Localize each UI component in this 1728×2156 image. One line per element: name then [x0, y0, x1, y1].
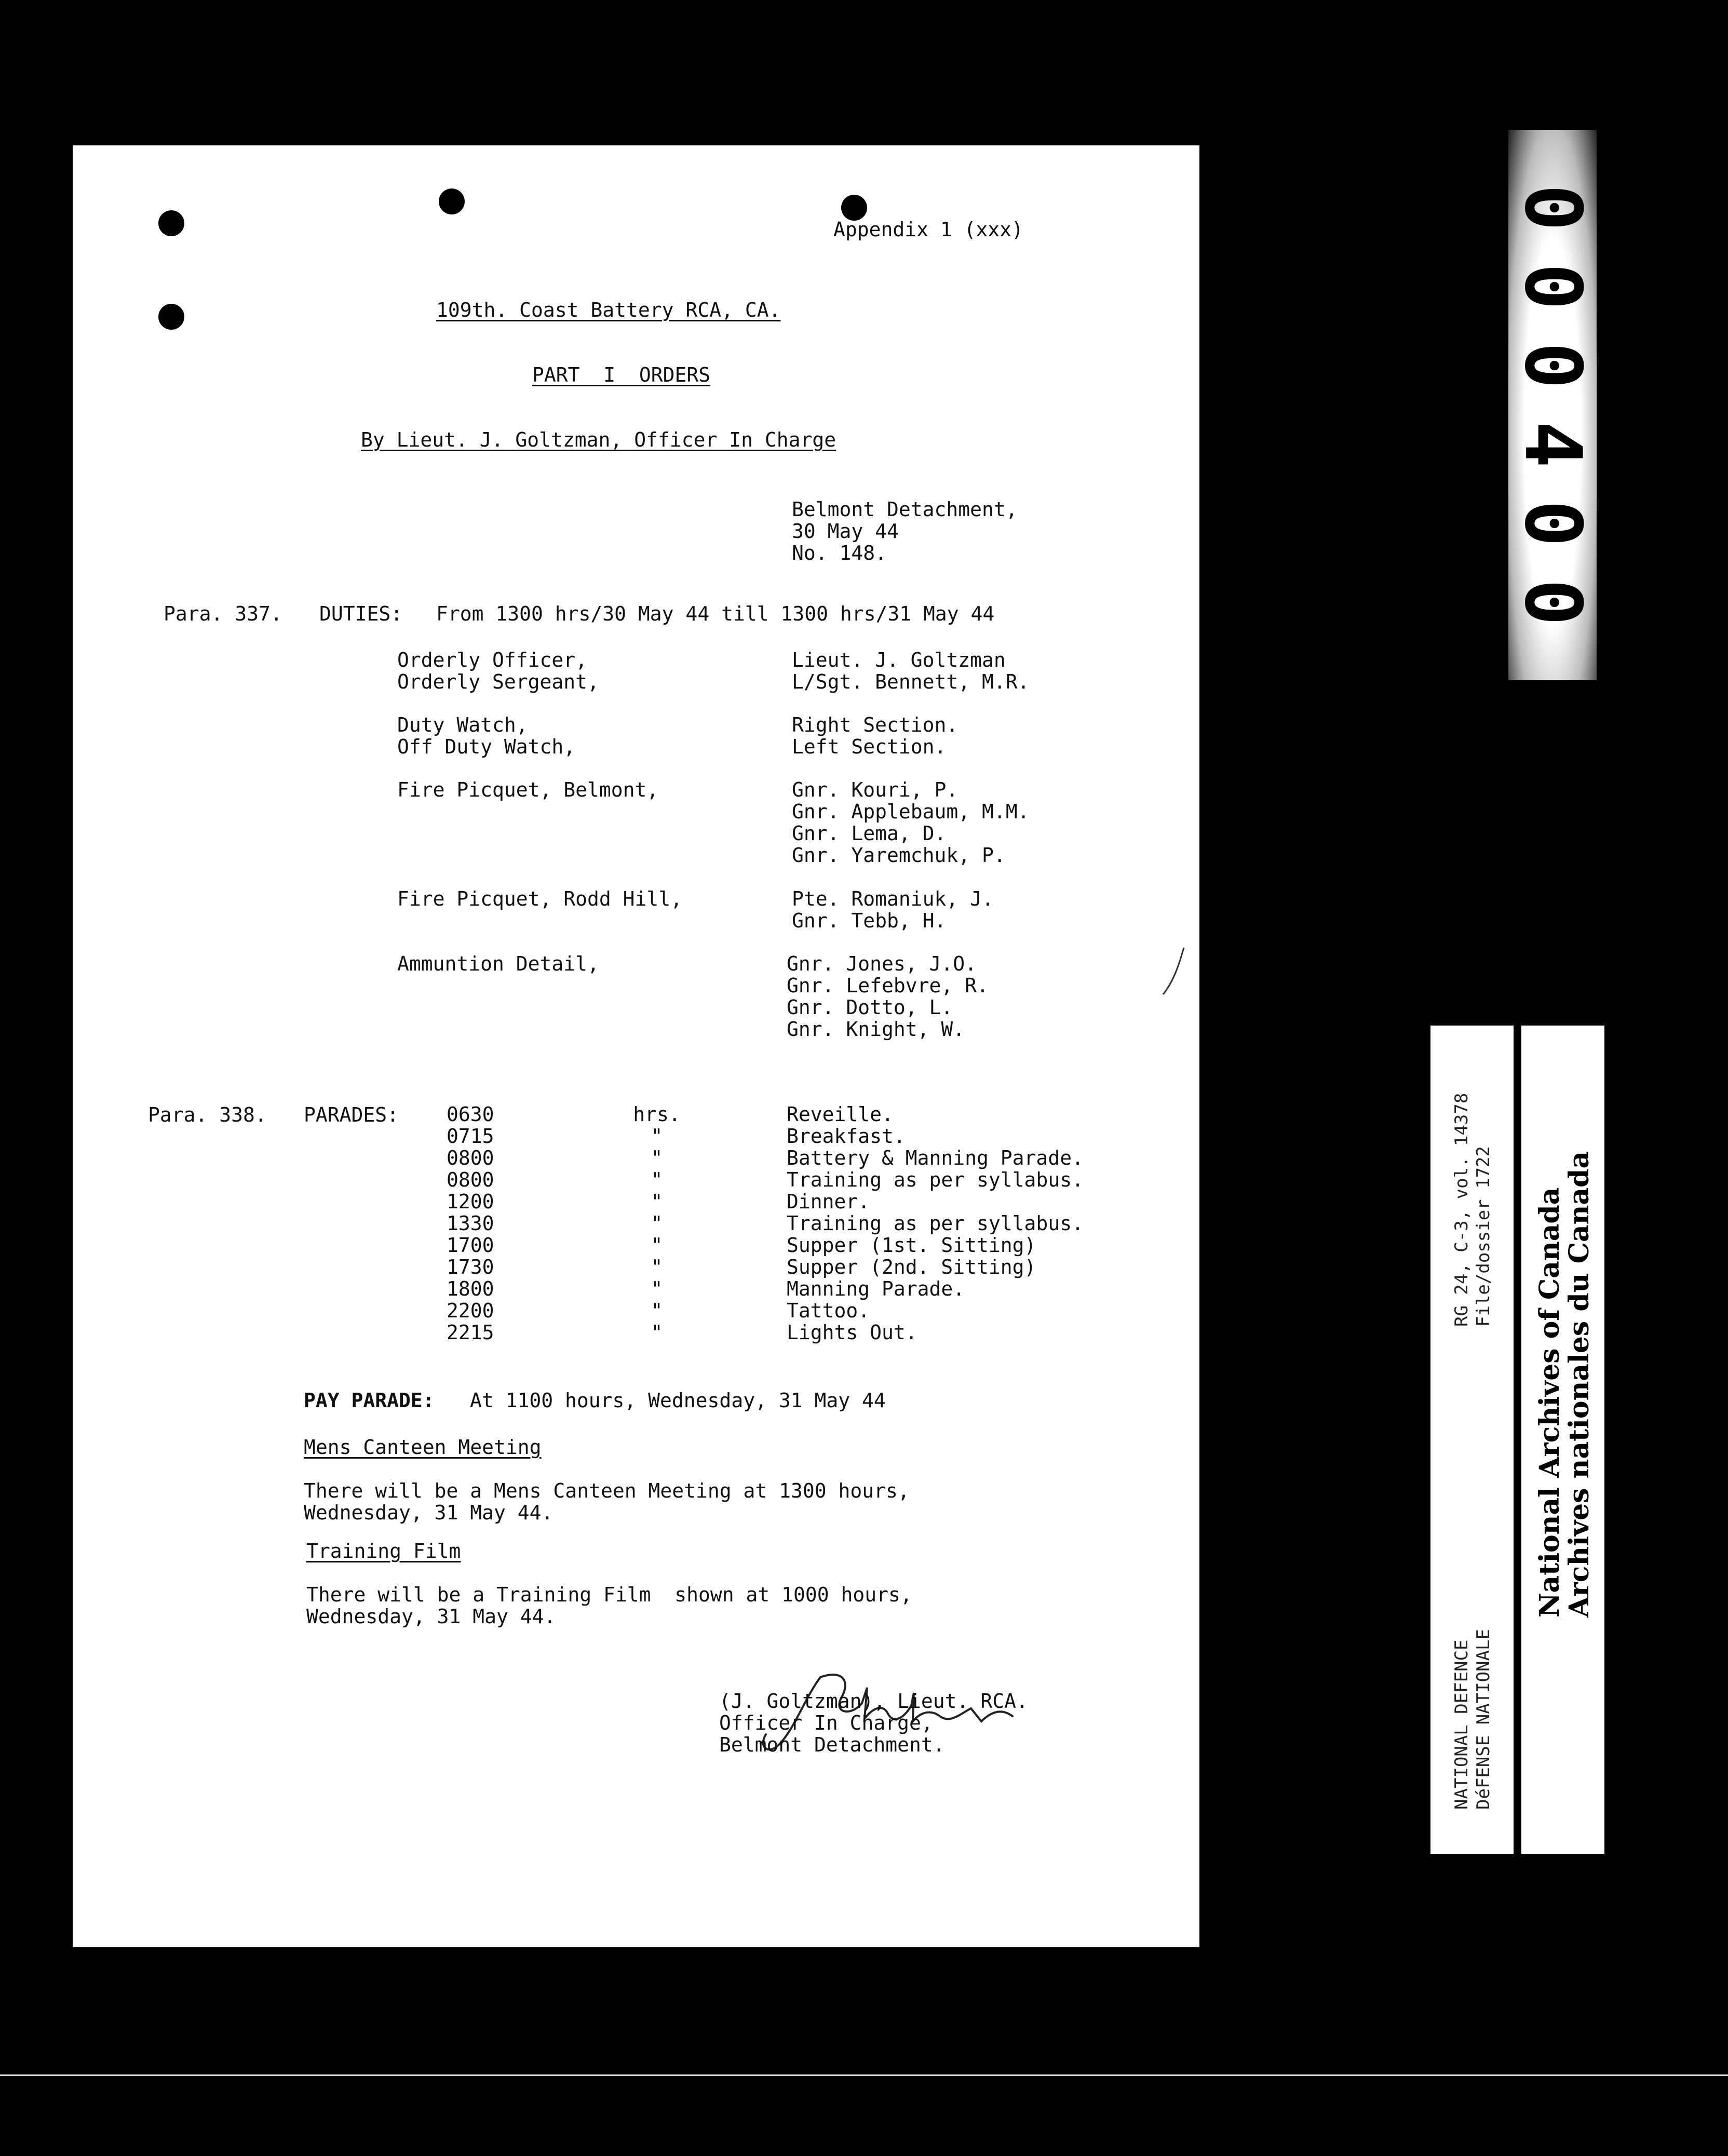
film-line: Wednesday, 31 May 44. [306, 1605, 556, 1628]
parade-event: Training as per syllabus. [787, 1212, 1084, 1235]
parade-unit: hrs. [633, 1103, 681, 1126]
ditto-mark: " [651, 1234, 663, 1257]
record-group-ref: RG 24, C-3, vol. 14378 [1451, 1093, 1472, 1327]
ditto-mark: " [651, 1299, 663, 1322]
parade-time: 0800 [447, 1168, 494, 1191]
duty-name: L/Sgt. Bennett, M.R. [792, 670, 1030, 693]
parade-time: 0630 [447, 1103, 494, 1126]
archive-reference-label [1430, 1026, 1514, 1854]
reel-digit: 4 [1507, 421, 1598, 468]
ditto-mark: " [651, 1321, 663, 1344]
reel-digit: 0 [1507, 342, 1598, 389]
duty-roles [397, 714, 575, 758]
location-block [792, 498, 1018, 564]
ditto-mark: " [651, 1147, 663, 1169]
punch-hole [158, 210, 184, 236]
duty-roles [397, 649, 599, 693]
document-page [73, 145, 1199, 1947]
parade-times [447, 1103, 494, 1343]
parade-event: Training as per syllabus. [787, 1168, 1084, 1191]
duty-name: Pte. Romaniuk, J. [792, 887, 994, 910]
reel-digit: 0 [1507, 184, 1598, 232]
duty-name: Gnr. Knight, W. [787, 1018, 965, 1041]
file-ref: File/dossier 1722 [1473, 1146, 1494, 1327]
duty-names [792, 714, 958, 758]
duty-roles [397, 779, 658, 801]
duty-name: Right Section. [792, 713, 959, 736]
ditto-mark: " [651, 1256, 663, 1278]
duty-name: Gnr. Kouri, P. [792, 778, 959, 801]
duty-name: Gnr. Applebaum, M.M. [792, 800, 1030, 823]
location-line: 30 May 44 [792, 520, 899, 543]
parade-time: 1200 [447, 1190, 494, 1213]
unit-title: 109th. Coast Battery RCA, CA. [436, 299, 781, 321]
parade-event: Breakfast. [787, 1125, 906, 1148]
para-338-label: Para. 338. [148, 1103, 267, 1126]
duty-roles [397, 953, 599, 975]
reel-digit: 0 [1507, 578, 1598, 626]
pay-parade-title: PAY PARADE: [304, 1389, 435, 1412]
signature-block [719, 1690, 1028, 1756]
parade-event: Battery & Manning Parade. [787, 1147, 1084, 1169]
parade-time: 2200 [447, 1299, 494, 1322]
parade-event: Manning Parade. [787, 1277, 965, 1300]
appendix-label: Appendix 1 (xxx) [833, 218, 1024, 241]
ditto-mark: " [651, 1277, 663, 1300]
duties-title: DUTIES: [319, 602, 403, 625]
signature-line: Officer In Charge, [719, 1712, 933, 1734]
ditto-mark: " [651, 1125, 663, 1148]
parades-title: PARADES: [304, 1103, 399, 1126]
duty-role: Orderly Officer, [397, 649, 588, 671]
duties-range: From 1300 hrs/30 May 44 till 1300 hrs/31 May 44 [436, 602, 995, 625]
parade-time: 1700 [447, 1234, 494, 1257]
film-title: Training Film [306, 1540, 461, 1562]
film-line: There will be a Training Film shown at 1000 hours, [306, 1583, 912, 1606]
duty-role: Orderly Sergeant, [397, 670, 599, 693]
duty-name: Gnr. Jones, J.O. [787, 952, 977, 975]
defence-fr: DéFENSE NATIONALE [1473, 1629, 1494, 1810]
parade-time: 0800 [447, 1147, 494, 1169]
duty-names [792, 888, 994, 932]
duty-name: Gnr. Tebb, H. [792, 909, 947, 932]
punch-hole [841, 195, 867, 221]
duty-names [787, 953, 989, 1040]
reel-digit: 0 [1507, 500, 1598, 547]
parade-event: Tattoo. [787, 1299, 870, 1322]
margin-mark [1158, 945, 1189, 997]
duty-role: Ammuntion Detail, [397, 952, 599, 975]
duty-role: Fire Picquet, Rodd Hill, [397, 887, 683, 910]
duty-role: Fire Picquet, Belmont, [397, 778, 659, 801]
parade-time: 1800 [447, 1277, 494, 1300]
parade-event: Lights Out. [787, 1321, 917, 1344]
punch-hole [158, 304, 184, 330]
duty-name: Gnr. Yaremchuk, P. [792, 844, 1006, 867]
duty-name: Left Section. [792, 735, 947, 758]
parade-time: 2215 [447, 1321, 494, 1344]
duty-names [792, 779, 1030, 866]
canteen-line: Wednesday, 31 May 44. [304, 1501, 554, 1524]
parade-event: Supper (2nd. Sitting) [787, 1256, 1036, 1278]
duty-name: Gnr. Lefebvre, R. [787, 974, 989, 997]
punch-hole [439, 188, 465, 214]
microfilm-reel-counter [1508, 130, 1597, 680]
parade-time: 1730 [447, 1256, 494, 1278]
location-line: No. 148. [792, 542, 887, 564]
archives-name-en: National Archives of Canada [1534, 1187, 1565, 1618]
signature-line: (J. Goltzman), Lieut. RCA. [719, 1690, 1028, 1713]
film-text [306, 1584, 912, 1627]
scan-edge-line [0, 2074, 1728, 2076]
part-title: PART I ORDERS [532, 363, 711, 386]
parade-event: Reveille. [787, 1103, 894, 1126]
defence-en: NATIONAL DEFENCE [1451, 1639, 1472, 1810]
archives-name-fr: Archives nationales du Canada [1563, 1151, 1595, 1618]
canteen-text [304, 1480, 910, 1524]
archive-name-label [1519, 1026, 1604, 1854]
ditto-mark: " [651, 1212, 663, 1235]
duty-name: Gnr. Dotto, L. [787, 996, 953, 1019]
canteen-title: Mens Canteen Meeting [304, 1436, 542, 1459]
duty-names [792, 649, 1030, 693]
duty-role: Off Duty Watch, [397, 735, 576, 758]
parade-time: 1330 [447, 1212, 494, 1235]
signature-line: Belmont Detachment. [719, 1733, 945, 1756]
parade-events [787, 1103, 1084, 1343]
canteen-line: There will be a Mens Canteen Meeting at 1300 hours, [304, 1479, 910, 1502]
duty-name: Lieut. J. Goltzman [792, 649, 1006, 671]
parade-time: 0715 [447, 1125, 494, 1148]
duty-roles [397, 888, 682, 910]
duty-name: Gnr. Lema, D. [792, 822, 947, 845]
pay-parade-text: At 1100 hours, Wednesday, 31 May 44 [470, 1389, 886, 1412]
reel-digit: 0 [1507, 263, 1598, 311]
location-line: Belmont Detachment, [792, 498, 1018, 521]
ditto-mark: " [651, 1168, 663, 1191]
parade-event: Supper (1st. Sitting) [787, 1234, 1036, 1257]
ditto-mark: " [651, 1190, 663, 1213]
duty-role: Duty Watch, [397, 713, 528, 736]
parade-units [628, 1103, 685, 1343]
para-337-label: Para. 337. [164, 602, 282, 625]
parade-event: Dinner. [787, 1190, 870, 1213]
issued-by: By Lieut. J. Goltzman, Officer In Charge [361, 428, 836, 451]
